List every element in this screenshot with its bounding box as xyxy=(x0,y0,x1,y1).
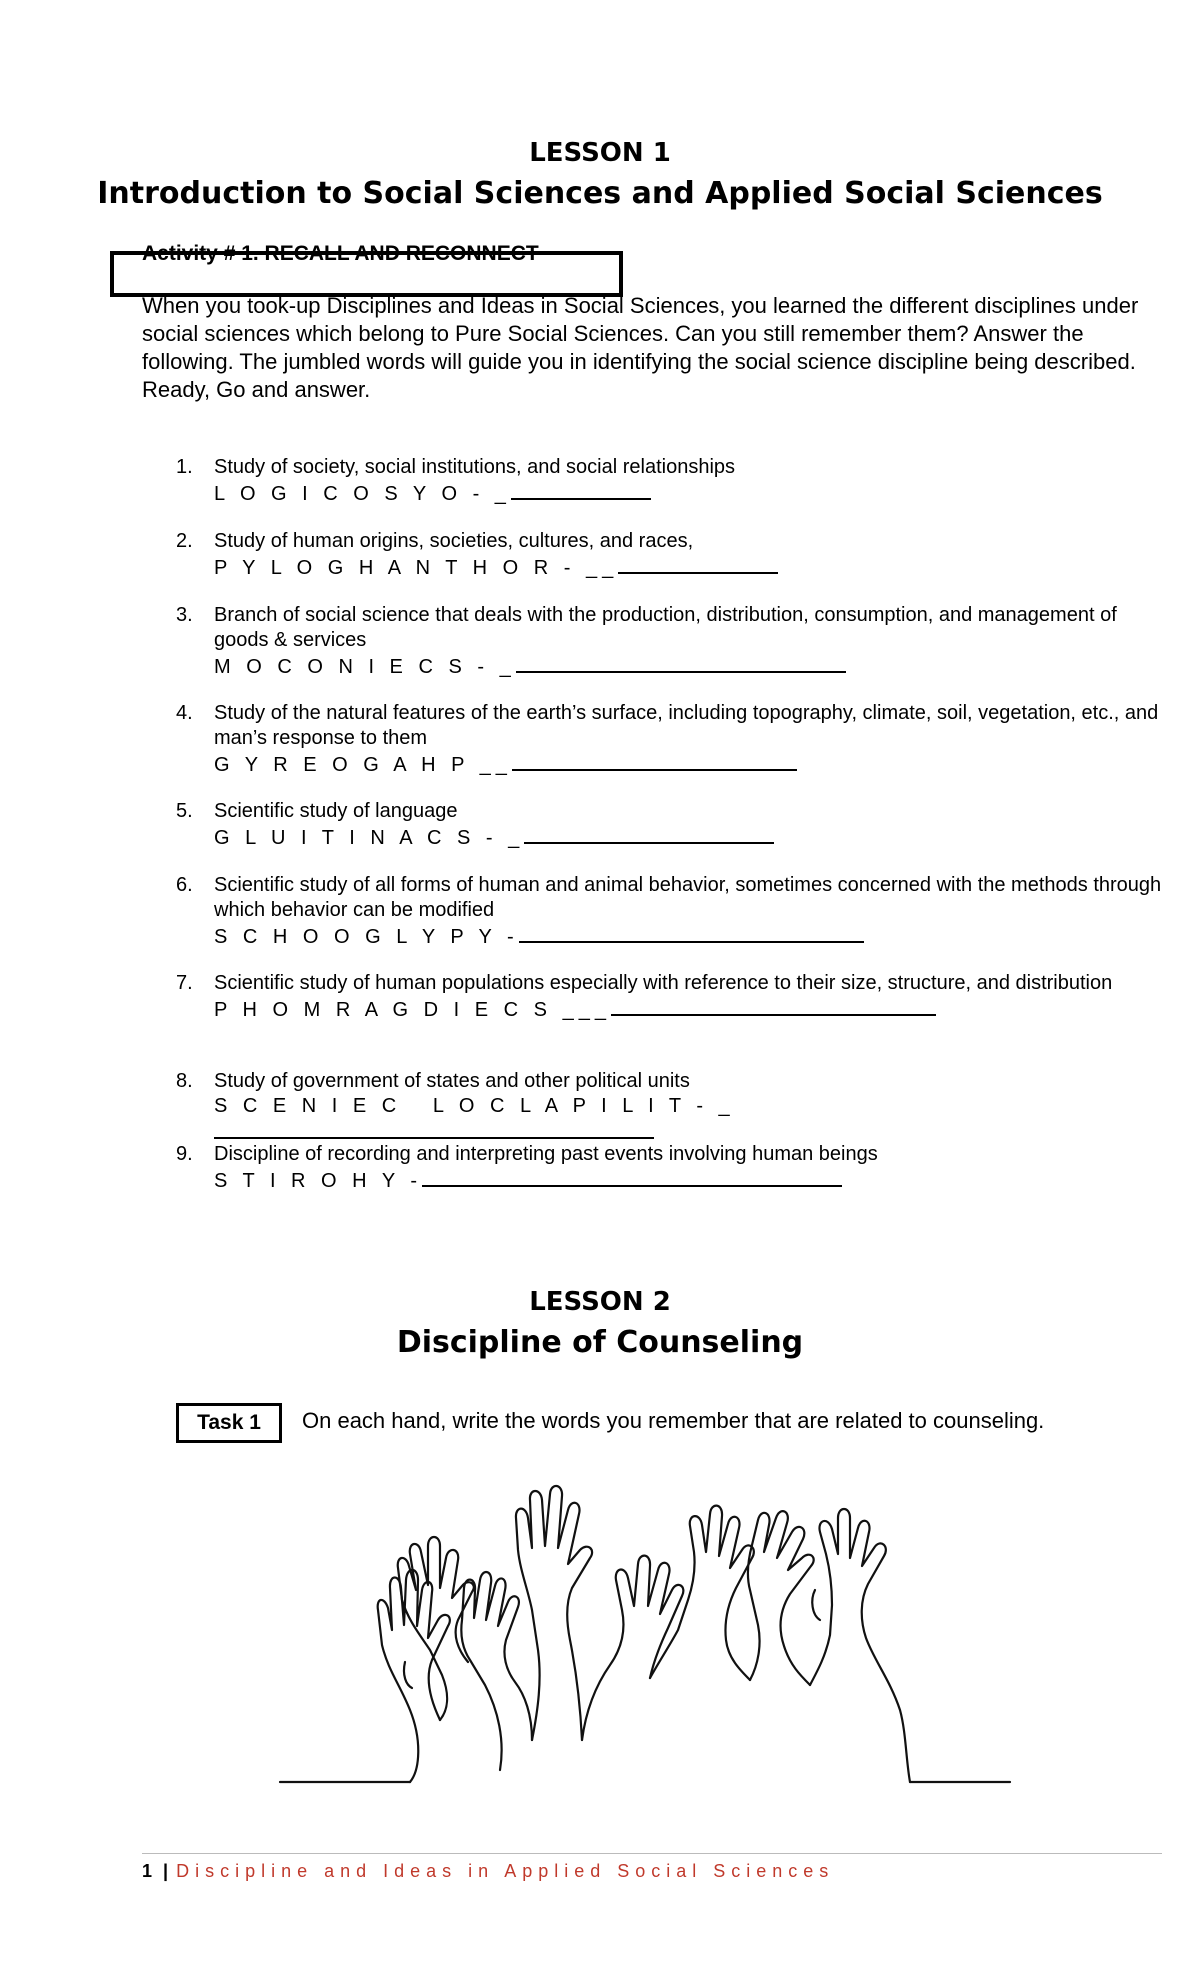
page-footer xyxy=(142,1861,834,1882)
question-item-1 xyxy=(176,455,1166,507)
jumbled-word: S C H O O G L Y P Y - xyxy=(214,926,519,948)
jumbled-word: S C E N I E C L O C L A P I L I T - _ xyxy=(214,1095,735,1117)
hand-1-icon xyxy=(378,1570,450,1782)
answer-blank[interactable] xyxy=(524,824,774,844)
jumbled-word: G Y R E O G A H P __ xyxy=(214,754,512,776)
intro-paragraph: When you took-up Disciplines and Ideas in Social Sciences, you learned the different disciplines under social sciences which belong to Pure Social Sciences. Can you still remember them? Answer the following. The jumbled words will guide you in identifying the social science discipline being described. Ready, Go and answer. xyxy=(142,293,1139,402)
question-description: Scientific study of all forms of human and animal behavior, sometimes concerned with the methods through which behavior can be modified xyxy=(214,874,1162,921)
raised-hands-illustration[interactable] xyxy=(270,1470,1030,1800)
question-description: Study of human origins, societies, cultures, and races, xyxy=(214,530,694,552)
question-description: Study of the natural features of the earth’s surface, including topography, climate, soil, vegetation, etc., and man’s response to them xyxy=(214,702,1159,749)
question-number: 6. xyxy=(176,874,193,896)
answer-blank[interactable] xyxy=(618,554,778,574)
question-description: Study of government of states and other political units xyxy=(214,1070,690,1092)
lesson-1-title: Introduction to Social Sciences and Applied Social Sciences xyxy=(97,176,1103,211)
lesson-1-label: LESSON 1 xyxy=(529,138,671,168)
question-number: 8. xyxy=(176,1070,193,1092)
hand-3-icon xyxy=(461,1572,532,1770)
question-item-5 xyxy=(176,799,1166,851)
answer-blank[interactable] xyxy=(519,923,864,943)
question-number: 9. xyxy=(176,1143,193,1165)
lesson-2-title: Discipline of Counseling xyxy=(396,1325,804,1360)
question-item-3 xyxy=(176,603,1166,680)
activity-heading: Activity # 1. RECALL AND RECONNECT xyxy=(142,242,539,265)
question-item-9 xyxy=(176,1142,1166,1194)
question-item-4 xyxy=(176,701,1166,778)
answer-blank[interactable] xyxy=(512,751,797,771)
hand-4-icon xyxy=(516,1486,592,1740)
jumbled-word: L O G I C O S Y O - _ xyxy=(214,483,511,505)
question-item-6 xyxy=(176,873,1166,950)
jumbled-word: P Y L O G H A N T H O R - __ xyxy=(214,557,619,579)
question-item-7 xyxy=(176,971,1166,1023)
question-number: 3. xyxy=(176,604,193,626)
answer-blank[interactable] xyxy=(516,653,846,673)
question-number: 4. xyxy=(176,702,193,724)
answer-blank[interactable] xyxy=(422,1167,842,1187)
question-description: Branch of social science that deals with the production, distribution, consumption, and management of goods & services xyxy=(214,604,1117,651)
question-description: Discipline of recording and interpreting past events involving human beings xyxy=(214,1143,878,1165)
footer-separator: | xyxy=(163,1861,169,1881)
question-item-2 xyxy=(176,529,1166,581)
jumbled-word: G L U I T I N A C S - _ xyxy=(214,827,525,849)
question-description: Study of society, social institutions, and social relationships xyxy=(214,456,736,478)
task-instructions: On each hand, write the words you remember that are related to counseling. xyxy=(302,1408,1045,1433)
answer-blank[interactable] xyxy=(511,480,651,500)
activity-highlight-box xyxy=(110,251,623,297)
answer-blank[interactable] xyxy=(611,996,936,1016)
jumbled-word: P H O M R A G D I E C S ___ xyxy=(214,999,611,1021)
question-item-8 xyxy=(176,1069,1166,1146)
lesson-2-label: LESSON 2 xyxy=(529,1287,671,1317)
task-1-label: Task 1 xyxy=(176,1403,282,1443)
question-number: 5. xyxy=(176,800,193,822)
answer-blank[interactable] xyxy=(214,1119,654,1139)
question-number: 2. xyxy=(176,530,193,552)
jumbled-word: M O C O N I E C S - _ xyxy=(214,656,516,678)
hand-7-icon xyxy=(748,1511,814,1685)
question-description: Scientific study of language xyxy=(214,800,458,822)
footer-divider xyxy=(142,1853,1162,1854)
footer-course-title: Discipline and Ideas in Applied Social Sciences xyxy=(176,1861,835,1881)
page-number: 1 xyxy=(142,1861,153,1881)
jumbled-word: S T I R O H Y - xyxy=(214,1170,423,1192)
question-description: Scientific study of human populations especially with reference to their size, structure, and distribution xyxy=(214,972,1113,994)
question-number: 7. xyxy=(176,972,193,994)
hand-8-icon xyxy=(810,1509,910,1782)
question-number: 1. xyxy=(176,456,193,478)
